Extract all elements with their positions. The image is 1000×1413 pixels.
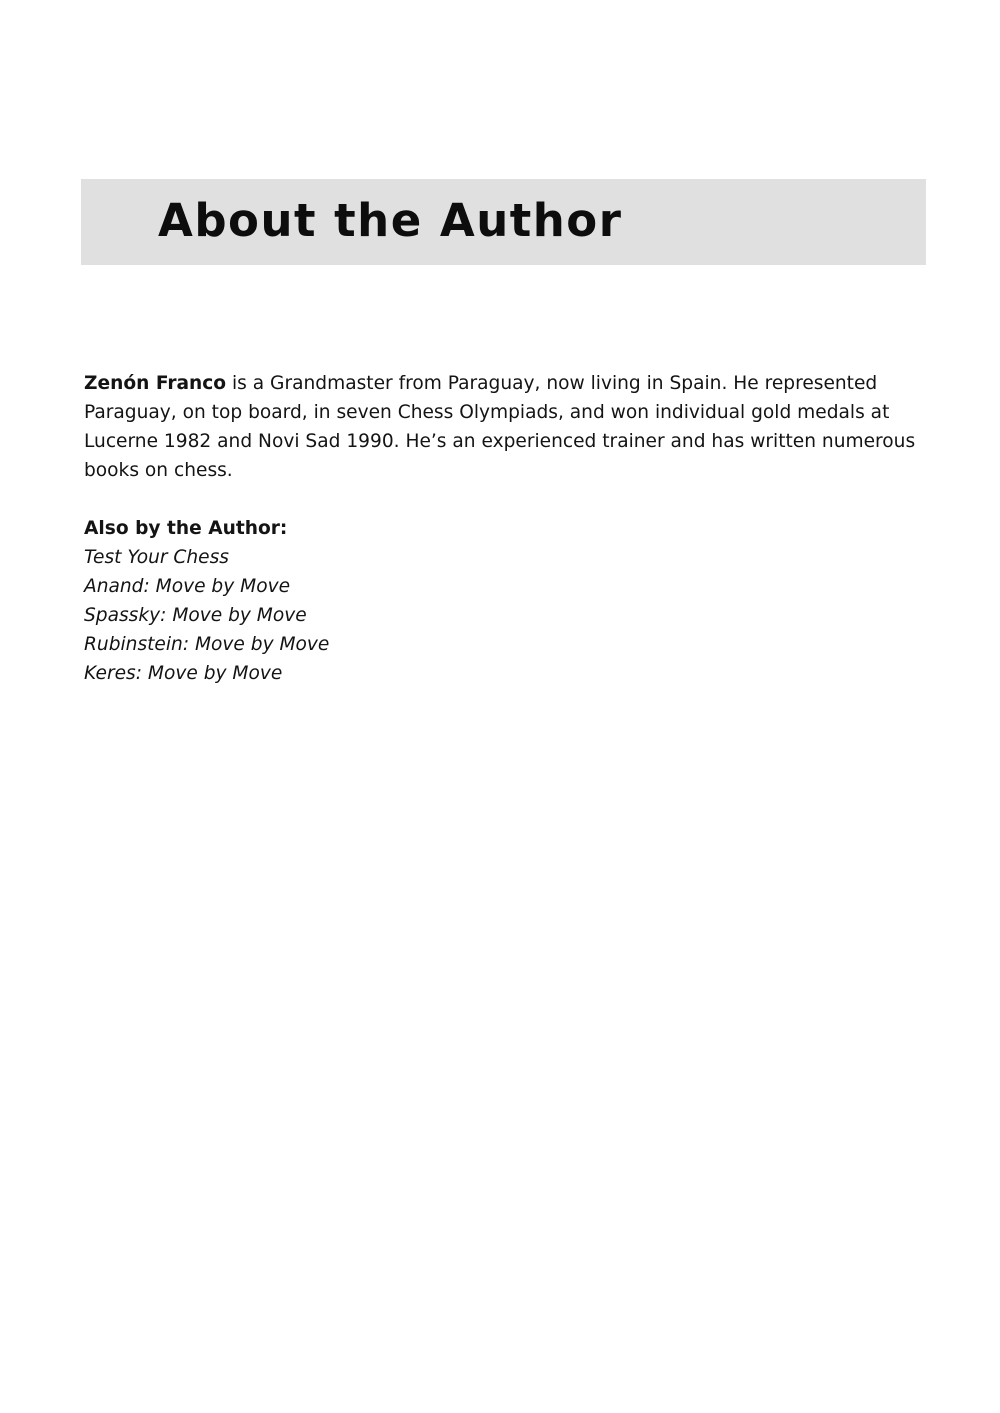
title-band <box>81 179 926 265</box>
book-title: Anand: Move by Move <box>84 576 291 597</box>
book-title: Keres: Move by Move <box>84 663 283 684</box>
also-by-heading: Also by the Author: <box>84 518 288 539</box>
book-title: Test Your Chess <box>84 547 229 568</box>
book-list <box>84 543 934 688</box>
page-title: About the Author <box>158 194 623 247</box>
also-by-section <box>84 514 934 688</box>
author-name: Zenón Franco <box>84 373 227 394</box>
book-title: Spassky: Move by Move <box>84 605 307 626</box>
author-bio-text: is a Grandmaster from Paraguay, now living in Spain. He represented Paraguay, on top board, in seven Chess Olympiads, and won individual gold medals at Lucerne 1982 and Novi Sad 1990. He’s an experienced trainer and has written numerous books on chess. <box>84 373 916 481</box>
book-title: Rubinstein: Move by Move <box>84 634 330 655</box>
author-bio <box>84 369 934 485</box>
